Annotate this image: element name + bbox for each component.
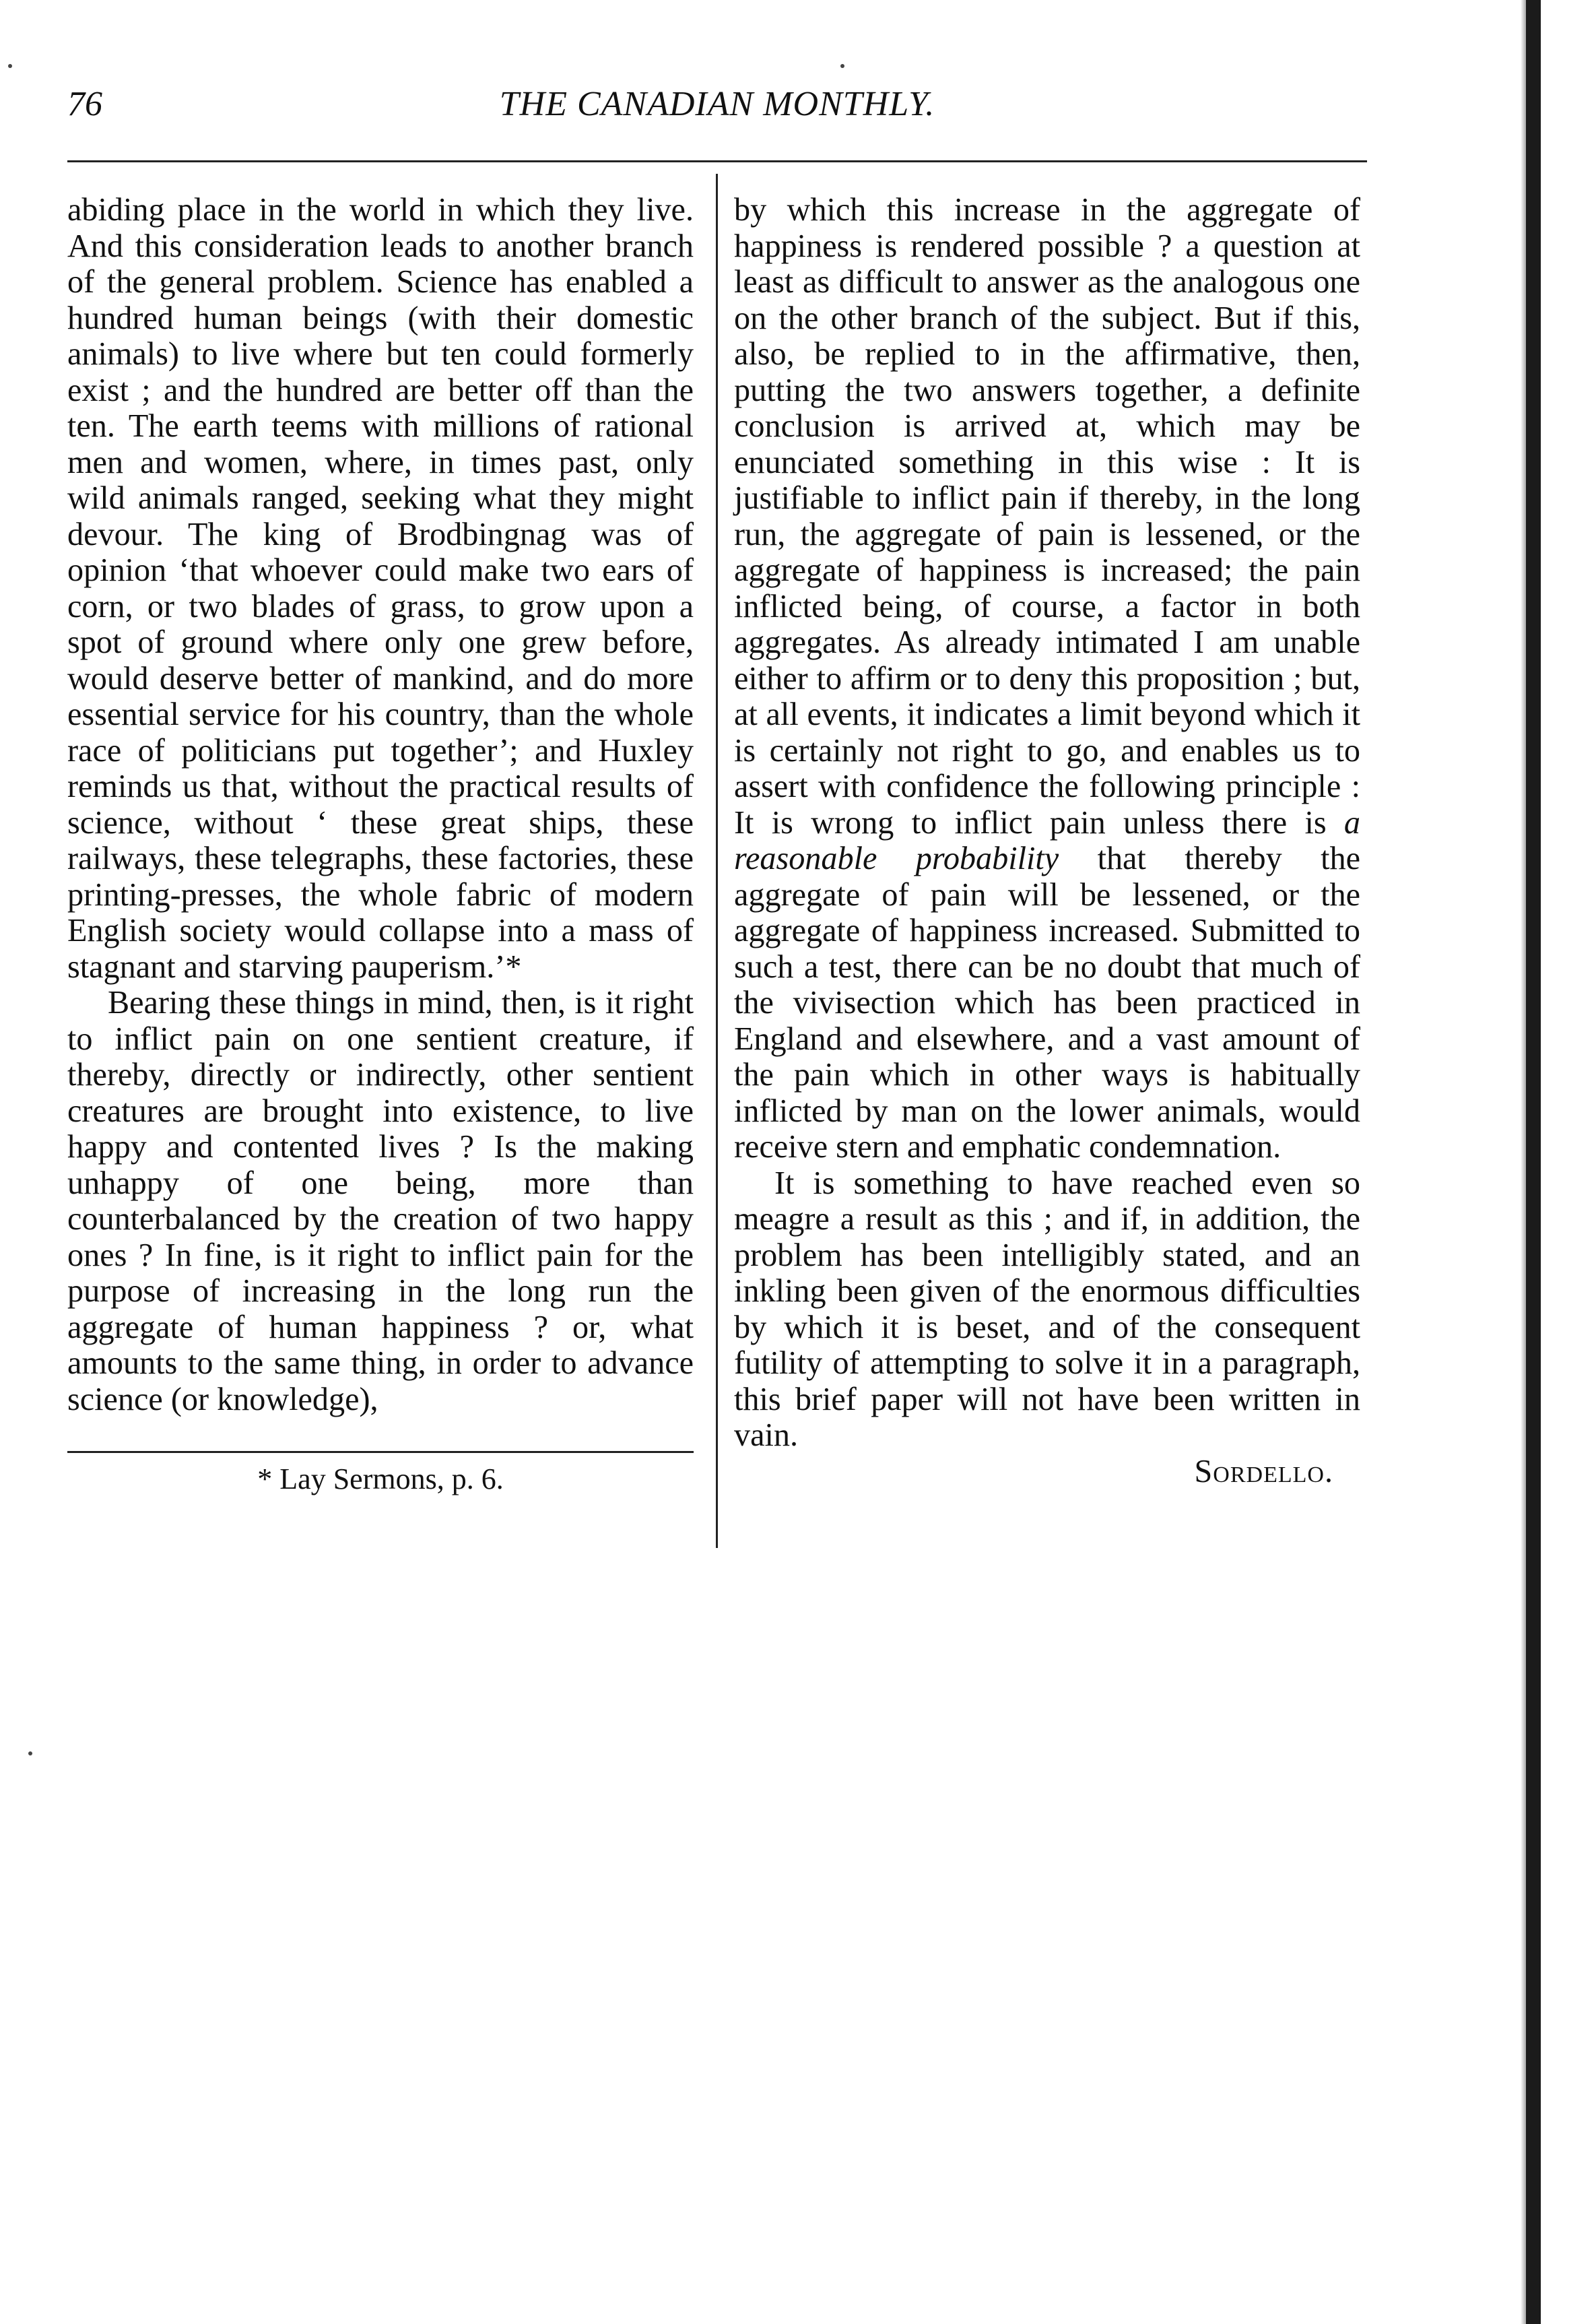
running-title: THE CANADIAN MONTHLY.	[499, 85, 935, 123]
left-column	[67, 192, 694, 1496]
author-signature: Sordello.	[1194, 1453, 1333, 1489]
footnote-rule	[67, 1451, 694, 1453]
column-divider	[716, 174, 718, 1548]
page-binding-edge	[1526, 0, 1541, 2324]
footnote: * Lay Sermons, p. 6.	[257, 1462, 504, 1495]
right-paragraph-1-text-b: that thereby the aggregate of pain will be lessened, or the aggregate of happiness increased. Submitted to such a test, there can be no doubt that much of the vivisection which has been practiced in England and elsewhere, and a vast amount of the pain which in other ways is habitually inflicted by man on the lower animals, would receive stern and emphatic condemnation.	[734, 841, 1361, 1165]
right-paragraph-1-text-a: by which this increase in the aggregate of happiness is rendered possible ? a question at least as difficult to answer as the analogous one on the other branch of the subject. But if this, also, be replied to in the affirmative, then, putting the two answers together, a definite conclusion is arrived at, which may be enunciated something in this wise : It is justifiable to inflict pain if thereby, in the long run, the aggregate of pain is lessened, or the aggregate of happiness is increased; the pain inflicted being, of course, a factor in both aggregates. As already intimated I am unable either to affirm or to deny this proposition ; but, at all events, it indicates a limit beyond which it is certainly not right to go, and enables us to assert with confidence the following principle : It is wrong to inflict pain unless there is	[734, 192, 1360, 841]
italic-phrase: a reasonable probability	[734, 804, 1360, 876]
page-edge-shadow	[1521, 0, 1526, 2324]
scan-speck	[840, 64, 844, 68]
right-paragraph-1	[734, 192, 1360, 1165]
right-paragraph-2: It is something to have reached even so meagre a result as this ; and if, in addition, the problem has been intelligibly stated, and an inkling been given of the enormous difficulties by which it is beset, and of the consequent futility of attempting to solve it in a paragraph, this brief paper will not have been written in vain.	[734, 1165, 1360, 1453]
left-paragraph-1: abiding place in the world in which they live. And this consideration leads to another branch of the general problem. Science has enabled a hundred human beings (with their domestic animals) to live where but ten could formerly exist ; and the hundred are better off than the ten. The earth teems with millions of rational men and women, where, in times past, only wild animals ranged, seeking what they might devour. The king of Brodbingnag was of opinion ‘that whoever could make two ears of corn, or two blades of grass, to grow upon a spot of ground where only one grew before, would deserve better of mankind, and do more essential service for his country, than the whole race of politicians put together’; and Huxley reminds us that, without the practical results of science, without ‘ these great ships, these railways, these telegraphs, these factories, these printing-presses, the whole fabric of modern English society would collapse into a mass of stagnant and starving pauperism.’*	[67, 192, 694, 985]
left-paragraph-2: Bearing these things in mind, then, is it right to inflict pain on one sentient creature, if thereby, directly or indirectly, other sentient creatures are brought into existence, to live happy and contented lives ? Is the making unhappy of one being, more than counterbalanced by the creation of two happy ones ? In fine, is it right to inflict pain for the purpose of increasing in the long run the aggregate of human happiness ? or, what amounts to the same thing, in order to advance science (or knowledge),	[67, 985, 694, 1417]
scan-speck	[28, 1751, 32, 1755]
page-header	[67, 84, 1367, 138]
page-number: 76	[67, 85, 102, 123]
right-column	[734, 192, 1360, 1489]
scan-speck	[8, 64, 12, 68]
header-rule	[67, 160, 1367, 162]
